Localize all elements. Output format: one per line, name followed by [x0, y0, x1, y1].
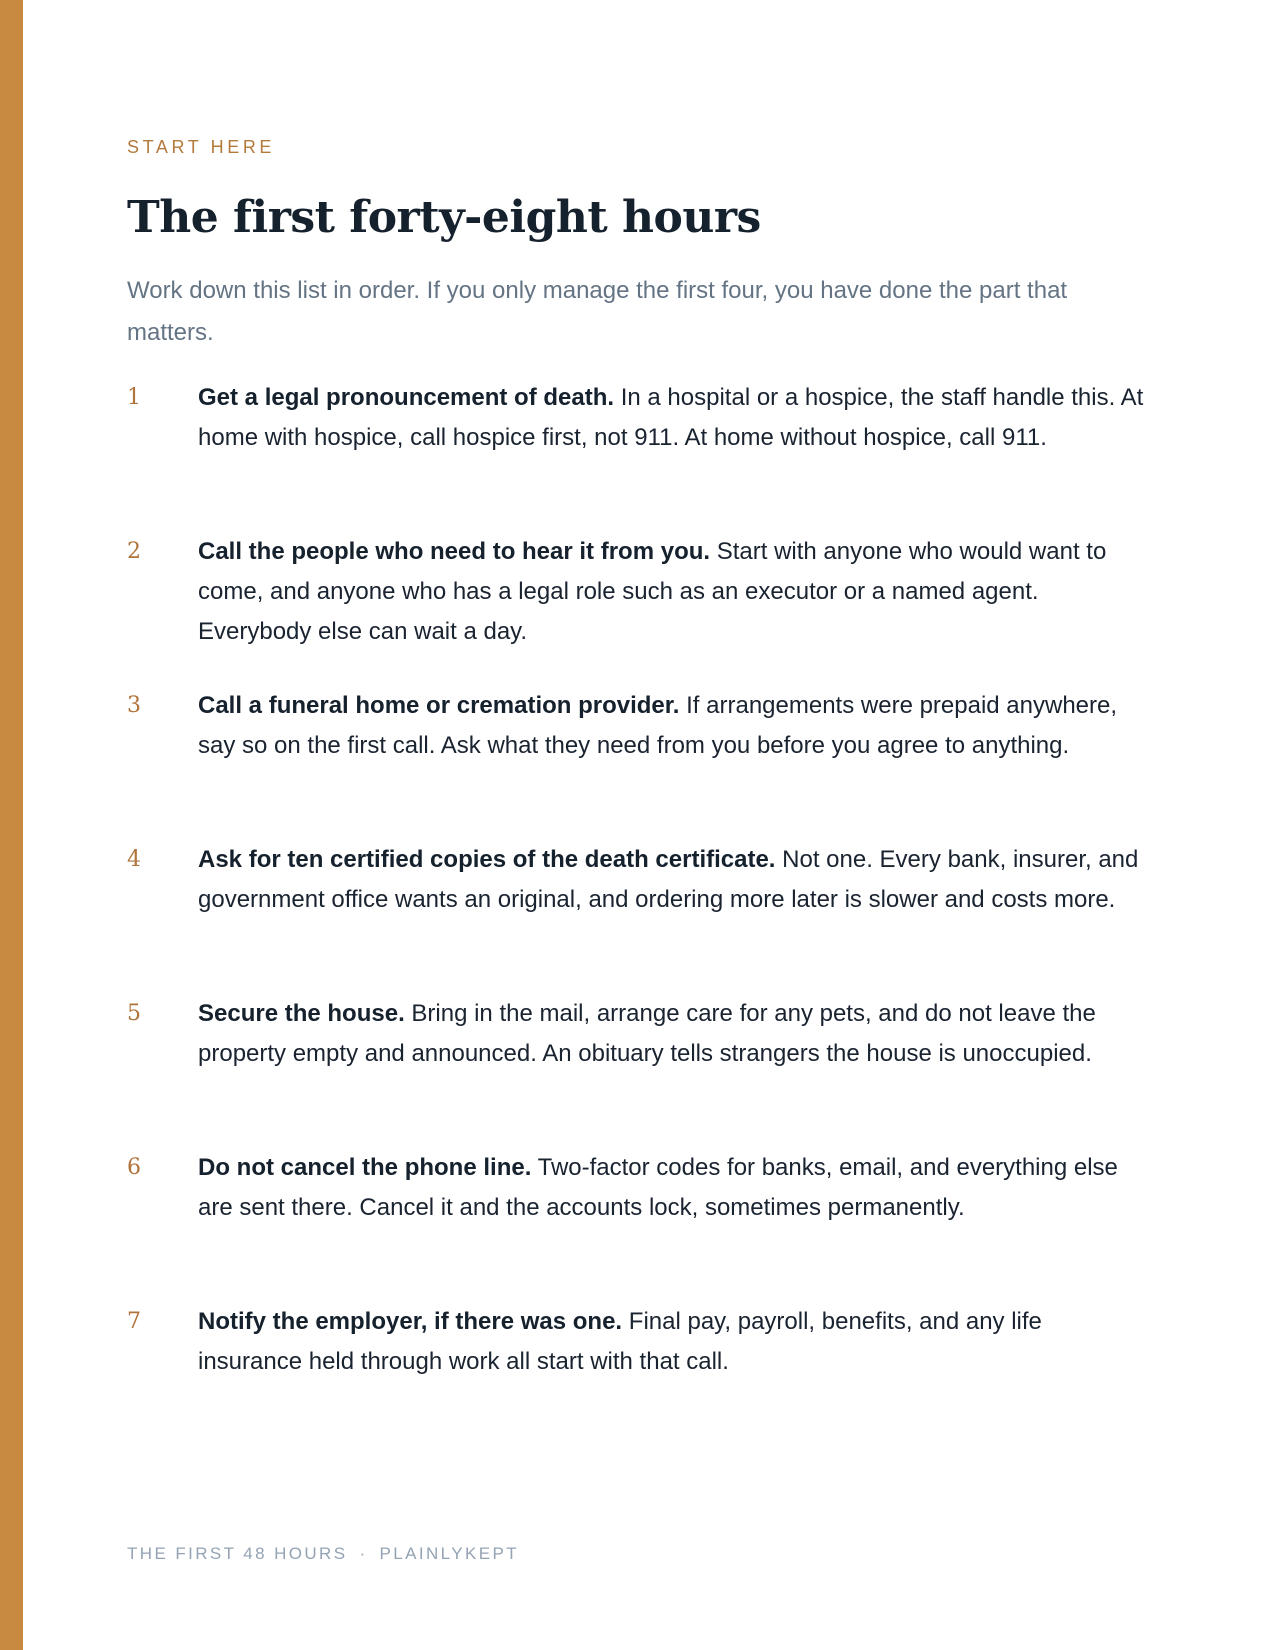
page-title: The first forty-eight hours: [127, 192, 761, 243]
step-number: 6: [127, 1155, 141, 1180]
step-number: 2: [127, 539, 141, 564]
step-text: Bring in the mail, arrange care for any pets, and do not leave the property empty and announced. An obituary tells strangers the house is unoccupied.: [198, 1000, 1096, 1067]
step-text: Final pay, payroll, benefits, and any life insurance held through work all start with that call.: [198, 1308, 1042, 1375]
step-item: [127, 1302, 1147, 1456]
step-text: Two-factor codes for banks, email, and everything else are sent there. Cancel it and the accounts lock, sometimes permanently.: [198, 1154, 1118, 1221]
step-number: 1: [127, 385, 141, 410]
step-lead: Ask for ten certified copies of the death certificate.: [198, 846, 776, 873]
step-lead: Call the people who need to hear it from you.: [198, 538, 711, 565]
step-lead: Secure the house.: [198, 1000, 405, 1027]
footer-separator: ·: [359, 1544, 368, 1563]
step-item: [127, 1148, 1147, 1302]
step-body: [198, 686, 1148, 766]
step-text: If arrangements were prepaid anywhere, say so on the first call. Ask what they need from you before you agree to anything.: [198, 692, 1118, 759]
step-body: [198, 1148, 1148, 1228]
step-body: [198, 378, 1148, 458]
step-item: [127, 840, 1147, 994]
eyebrow-label: START HERE: [127, 137, 276, 157]
steps-list: [127, 378, 1147, 1456]
step-text: Not one. Every bank, insurer, and government office wants an original, and ordering more later is slower and costs more.: [198, 846, 1139, 913]
step-number: 7: [127, 1309, 141, 1334]
step-number: 3: [127, 693, 141, 718]
footer-brand: PLAINLYKEPT: [379, 1544, 520, 1563]
step-lead: Call a funeral home or cremation provider.: [198, 692, 680, 719]
intro-paragraph: Work down this list in order. If you only manage the first four, you have done the part that matters.: [127, 277, 1068, 346]
step-body: [198, 994, 1148, 1074]
step-number: 5: [127, 1001, 141, 1026]
step-item: [127, 532, 1147, 686]
step-lead: Do not cancel the phone line.: [198, 1154, 532, 1181]
step-lead: Get a legal pronouncement of death.: [198, 384, 615, 411]
step-body: [198, 840, 1148, 920]
step-text: In a hospital or a hospice, the staff handle this. At home with hospice, call hospice first, not 911. At home without hospice, call 911.: [198, 384, 1144, 451]
step-item: [127, 378, 1147, 532]
step-item: [127, 994, 1147, 1148]
step-item: [127, 686, 1147, 840]
step-body: [198, 532, 1148, 652]
footer-title: THE FIRST 48 HOURS: [127, 1544, 348, 1563]
step-text: Start with anyone who would want to come, and anyone who has a legal role such as an executor or a named agent. Everybody else can wait a day.: [198, 538, 1107, 645]
step-lead: Notify the employer, if there was one.: [198, 1308, 623, 1335]
step-body: [198, 1302, 1148, 1382]
page-footer: [127, 1544, 519, 1564]
step-number: 4: [127, 847, 141, 872]
accent-side-bar: [0, 0, 23, 1650]
